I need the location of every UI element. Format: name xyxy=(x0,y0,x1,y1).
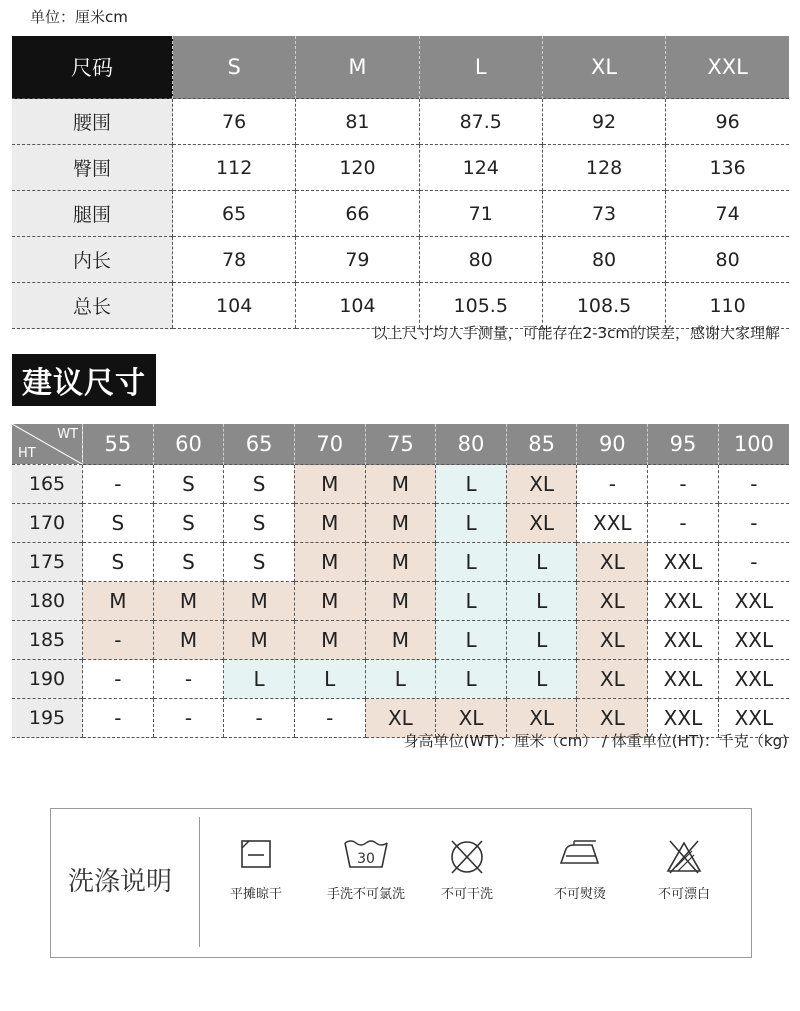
size-row-label: 腰围 xyxy=(12,99,173,145)
recommend-size-cell: XL xyxy=(506,504,577,543)
care-item xyxy=(525,839,635,902)
recommend-size-cell: XL xyxy=(577,621,648,660)
size-value-cell: 104 xyxy=(173,283,296,329)
recommend-size-cell: L xyxy=(506,621,577,660)
size-row xyxy=(12,145,789,191)
weight-header-cell: 100 xyxy=(718,424,789,465)
care-item xyxy=(412,839,522,902)
recommend-size-cell: L xyxy=(506,582,577,621)
size-value-cell: 79 xyxy=(296,237,419,283)
size-table-header xyxy=(12,36,789,99)
recommend-size-cell: XXL xyxy=(648,699,719,738)
recommend-size-cell: M xyxy=(294,504,365,543)
recommend-size-cell: XXL xyxy=(648,621,719,660)
size-header-cell: XL xyxy=(542,36,665,99)
recommend-size-cell: S xyxy=(83,504,154,543)
flat-dry-shade-icon xyxy=(239,839,273,869)
size-header-cell: S xyxy=(173,36,296,99)
weight-header-cell: 80 xyxy=(436,424,507,465)
recommend-row xyxy=(12,465,789,504)
size-value-cell: 78 xyxy=(173,237,296,283)
recommend-size-cell: XXL xyxy=(648,660,719,699)
size-header-cell: M xyxy=(296,36,419,99)
size-value-cell: 80 xyxy=(542,237,665,283)
recommend-size-cell: L xyxy=(436,582,507,621)
recommend-size-cell: XXL xyxy=(577,504,648,543)
size-value-cell: 128 xyxy=(542,145,665,191)
size-row xyxy=(12,237,789,283)
recommend-row xyxy=(12,543,789,582)
size-header-cell: L xyxy=(419,36,542,99)
care-title: 洗涤说明 xyxy=(68,867,173,897)
unit-label: 单位：厘米cm xyxy=(30,8,128,26)
size-value-cell: 96 xyxy=(666,99,789,145)
recommend-size-cell: - xyxy=(718,465,789,504)
recommend-size-cell: - xyxy=(153,699,224,738)
corner-ht-label: HT xyxy=(18,446,36,461)
size-value-cell: 104 xyxy=(296,283,419,329)
recommend-size-cell: M xyxy=(365,504,436,543)
size-value-cell: 124 xyxy=(419,145,542,191)
size-row-label: 腿围 xyxy=(12,191,173,237)
size-value-cell: 76 xyxy=(173,99,296,145)
recommend-size-cell: XL xyxy=(506,699,577,738)
recommend-size-cell: L xyxy=(294,660,365,699)
care-item xyxy=(201,839,311,902)
weight-header-cell: 95 xyxy=(648,424,719,465)
recommend-size-cell: L xyxy=(436,465,507,504)
size-value-cell: 80 xyxy=(666,237,789,283)
recommend-size-cell: - xyxy=(83,465,154,504)
section-title: 建议尺寸 xyxy=(12,354,156,406)
size-row-label: 臀围 xyxy=(12,145,173,191)
recommend-size-cell: XL xyxy=(577,660,648,699)
recommend-row xyxy=(12,504,789,543)
recommend-size-cell: M xyxy=(153,621,224,660)
size-value-cell: 92 xyxy=(542,99,665,145)
size-row-label: 总长 xyxy=(12,283,173,329)
weight-header-cell: 75 xyxy=(365,424,436,465)
size-row xyxy=(12,99,789,145)
recommend-size-cell: S xyxy=(224,504,295,543)
recommend-size-cell: XL xyxy=(506,465,577,504)
weight-header-cell: 65 xyxy=(224,424,295,465)
recommend-size-cell: M xyxy=(224,582,295,621)
recommend-size-cell: XL xyxy=(577,699,648,738)
recommend-size-cell: L xyxy=(436,504,507,543)
size-table xyxy=(12,36,789,329)
care-box xyxy=(50,808,752,958)
size-value-cell: 81 xyxy=(296,99,419,145)
recommend-row xyxy=(12,582,789,621)
recommend-size-cell: - xyxy=(577,465,648,504)
recommend-size-cell: XXL xyxy=(718,621,789,660)
size-header-cell: 尺码 xyxy=(12,36,173,99)
size-value-cell: 80 xyxy=(419,237,542,283)
recommend-size-cell: L xyxy=(436,660,507,699)
recommend-size-cell: L xyxy=(506,543,577,582)
recommend-size-cell: L xyxy=(365,660,436,699)
care-divider xyxy=(199,817,200,947)
recommend-size-cell: XXL xyxy=(648,582,719,621)
hand-wash-30-icon xyxy=(343,839,389,869)
height-cell: 175 xyxy=(12,543,83,582)
no-iron-icon xyxy=(558,839,602,869)
recommend-size-cell: M xyxy=(294,465,365,504)
recommend-size-cell: - xyxy=(648,504,719,543)
recommend-size-cell: - xyxy=(648,465,719,504)
recommend-size-cell: - xyxy=(83,621,154,660)
recommend-size-cell: M xyxy=(294,621,365,660)
recommend-size-cell: M xyxy=(365,543,436,582)
size-row-label: 内长 xyxy=(12,237,173,283)
care-label: 不可干洗 xyxy=(440,887,493,902)
recommend-size-cell: M xyxy=(365,621,436,660)
height-cell: 170 xyxy=(12,504,83,543)
care-item xyxy=(629,839,739,902)
height-cell: 165 xyxy=(12,465,83,504)
care-label: 不可熨烫 xyxy=(553,887,606,902)
recommend-size-cell: - xyxy=(83,660,154,699)
no-dry-clean-icon xyxy=(447,839,487,875)
size-value-cell: 120 xyxy=(296,145,419,191)
wash-temperature: 30 xyxy=(357,851,375,867)
size-value-cell: 108.5 xyxy=(542,283,665,329)
height-cell: 195 xyxy=(12,699,83,738)
care-label: 不可漂白 xyxy=(657,887,710,902)
weight-header-cell: 85 xyxy=(506,424,577,465)
recommend-size-cell: L xyxy=(224,660,295,699)
recommend-size-cell: S xyxy=(83,543,154,582)
recommend-size-cell: XL xyxy=(436,699,507,738)
measurement-note: 以上尺寸均人手测量，可能存在2-3cm的误差，感谢大家理解 xyxy=(372,324,780,342)
size-value-cell: 65 xyxy=(173,191,296,237)
recommend-size-cell: - xyxy=(718,504,789,543)
height-cell: 180 xyxy=(12,582,83,621)
corner-cell xyxy=(12,424,83,465)
recommend-size-cell: XL xyxy=(577,582,648,621)
no-bleach-icon xyxy=(664,839,704,875)
size-value-cell: 87.5 xyxy=(419,99,542,145)
recommend-size-cell: M xyxy=(153,582,224,621)
recommend-size-cell: L xyxy=(506,660,577,699)
size-header-cell: XXL xyxy=(666,36,789,99)
recommend-size-cell: M xyxy=(294,582,365,621)
recommend-size-cell: - xyxy=(718,543,789,582)
size-value-cell: 73 xyxy=(542,191,665,237)
recommend-size-cell: - xyxy=(224,699,295,738)
size-value-cell: 71 xyxy=(419,191,542,237)
weight-header-cell: 60 xyxy=(153,424,224,465)
recommend-size-cell: L xyxy=(436,543,507,582)
size-value-cell: 112 xyxy=(173,145,296,191)
size-value-cell: 74 xyxy=(666,191,789,237)
size-value-cell: 105.5 xyxy=(419,283,542,329)
recommend-size-cell: M xyxy=(365,582,436,621)
recommend-size-cell: XL xyxy=(365,699,436,738)
recommend-size-cell: M xyxy=(83,582,154,621)
care-label: 手洗不可氯洗 xyxy=(326,887,405,902)
corner-wt-label: WT xyxy=(57,427,78,442)
recommend-size-cell: XL xyxy=(577,543,648,582)
height-cell: 185 xyxy=(12,621,83,660)
size-row xyxy=(12,191,789,237)
recommend-size-cell: S xyxy=(224,543,295,582)
weight-header-cell: 90 xyxy=(577,424,648,465)
recommend-size-cell: - xyxy=(294,699,365,738)
recommend-size-cell: XXL xyxy=(648,543,719,582)
recommend-size-cell: M xyxy=(224,621,295,660)
recommend-header xyxy=(12,424,789,465)
recommend-size-cell: XXL xyxy=(718,660,789,699)
recommend-table xyxy=(12,424,789,738)
recommend-size-cell: M xyxy=(365,465,436,504)
recommend-size-cell: L xyxy=(436,621,507,660)
unit-note: 身高单位(WT)：厘米（cm） / 体重单位(HT)：千克（kg) xyxy=(403,732,788,750)
size-value-cell: 110 xyxy=(666,283,789,329)
recommend-size-cell: - xyxy=(153,660,224,699)
recommend-size-cell: XXL xyxy=(718,699,789,738)
care-label: 平摊晾干 xyxy=(229,887,282,902)
weight-header-cell: 55 xyxy=(83,424,154,465)
recommend-size-cell: - xyxy=(83,699,154,738)
recommend-size-cell: S xyxy=(153,465,224,504)
recommend-size-cell: S xyxy=(224,465,295,504)
recommend-size-cell: XXL xyxy=(718,582,789,621)
size-value-cell: 136 xyxy=(666,145,789,191)
recommend-size-cell: M xyxy=(294,543,365,582)
recommend-row xyxy=(12,660,789,699)
recommend-size-cell: S xyxy=(153,543,224,582)
weight-header-cell: 70 xyxy=(294,424,365,465)
care-item xyxy=(311,839,421,902)
height-cell: 190 xyxy=(12,660,83,699)
recommend-size-cell: S xyxy=(153,504,224,543)
recommend-row xyxy=(12,621,789,660)
size-value-cell: 66 xyxy=(296,191,419,237)
